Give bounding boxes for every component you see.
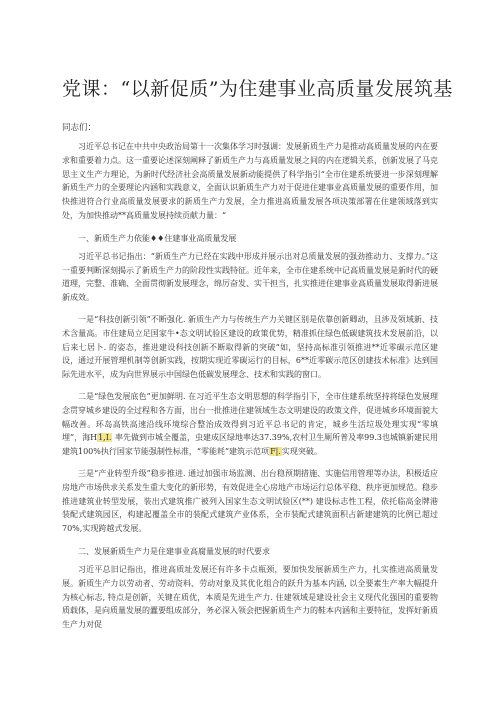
paragraph: 三是“产业转型升级”稳步推进. 通过加强市场监测、出台稳预期措施、实施信用管理等办法，积极适应房地产市场供求关系发生重大变化的新形势，有效促进全心房地产市场运行总体平稳、秩序更加规范。稳步推进建筑业转型发展，装出式建筑推广被列入国家生态文明试验区(**) 建设标志性工程，依托临高金牌港装配式建筑园区，构建起覆盖全市的装配式建筑产业体系，全市装配式建筑面积占新建建筑的比例已超过70%,实现跨越式发展。 xyxy=(62,468,438,534)
paragraph: 一是“科技创新引领”不断强化. 新质生产力与传统生产力关键区别是依靠创新卿动，且涉及领域新、技术含量高。市住建局立足国家牛•态文明试验区建设的政策优势，精准抓住绿色低碳建筑技术发展前沿，以后来七居卜. 的姿态，推进建设科技创新不断取得新的突破“如，坚持高标准引领推进**近零碳示范区建设，通过开展管理机制等创新实践，按期实现近零碳运行的目标，6**近零碳示范区创建技术标准》达到国际先进水平，成为向世界展示中国绿色低碳发展理念、技术和实践的窗口。 xyxy=(62,314,438,380)
greeting: 同志们： xyxy=(62,123,97,133)
paragraph: 二是“绿色发展底色”更加鲜明. 在习近平生态文明思想的科学指引下，全市住建系统坚持将绿色发展理念贯穿城乡建设的全过程和各方面，出台一批推进住建领域生态文明建设的政策文件，促进城乡环境面貌大幅改善。环岛高铁高速沿线环境综合整治成效得到习近平总书记的肯定，城乡生活垃圾处理实现“零填埋”，海H1,I. 率先做到市城全覆盖，虫建成区绿地率达37.39%,农村卫生厕所普及率99.3也城镇新建民用建筑100%执行国家节能强制性标准，“零能耗”建筑示范项F|.实现突破。 xyxy=(62,391,438,457)
document-body xyxy=(62,140,438,632)
highlight-mark: F|. xyxy=(270,447,281,457)
section-heading: 二、发展新质生产力是住建事业高腐量发展的时代要求 xyxy=(78,546,270,556)
section-heading: 一、新质生产力依能♦♦住建事业高质量发展 xyxy=(78,233,237,243)
paragraph: 习近平总书记在中共中央政治局第十一次集体学习时强调：发展新质生产力是推动高质量发展的内在要求和重要着力点。这一重要论述深刻阐释了新质生产力与高质量发展之间的内在逻辑关系，创新发展了马克思主义生产力理论，为新时代经济社会高质量发展新动能提供了科学指引“全市住建系统要进一步深刻理解新质生产力的全要理论内涵和实践意义，全面认识新质生产力对于促进住建事业高质量发展的重要作用，加快推进符合行业高质量发展要求的新质生产力发展，全力推进高质量发展各项决策部署在住建领域落到实处，为加快推动**高质量发展持续贡献力量：“ xyxy=(62,142,438,220)
highlight-mark: 1,I. xyxy=(98,433,112,443)
paragraph: 习近平总书记指出：“新质生产力已经在实践中形成并展示出对总质量发展的强劲推动力、支撑力。”这一重要判断深刻揭示了新质生产力的阶段性实践特征。近年来，全市住建系统中记高质量发展是新时代的硬道理，完整、准确、全面贯彻新发展理念，绵厉奋发、实干担当，扎实推进住建事业高质量发展取得新进展新成效。 xyxy=(62,251,438,303)
paragraph: 习近平总旧记指出，推进高质址发展还有许多卡点瓶颈，要加快发展新质生产力，扎实推进高质量发展。新质生产力以劳动者、劳动资料、劳动对象及其优化组合的跃升为基本内涵, 以全要素生产率大幅提升为核心标志, 特点是创新，关键在质优，本质是先进生产力. 住建领域是建设社会主义现代化强国的重要物质载体，是向质量发展的蠹要组成部分，务必深入领会把握新质生产力的鞋本内涵和主要特征，发挥好新质生产力对促 xyxy=(62,564,438,630)
page-title: 党课：“以新促质”为住建事业高质量发展筑基 xyxy=(62,78,453,100)
